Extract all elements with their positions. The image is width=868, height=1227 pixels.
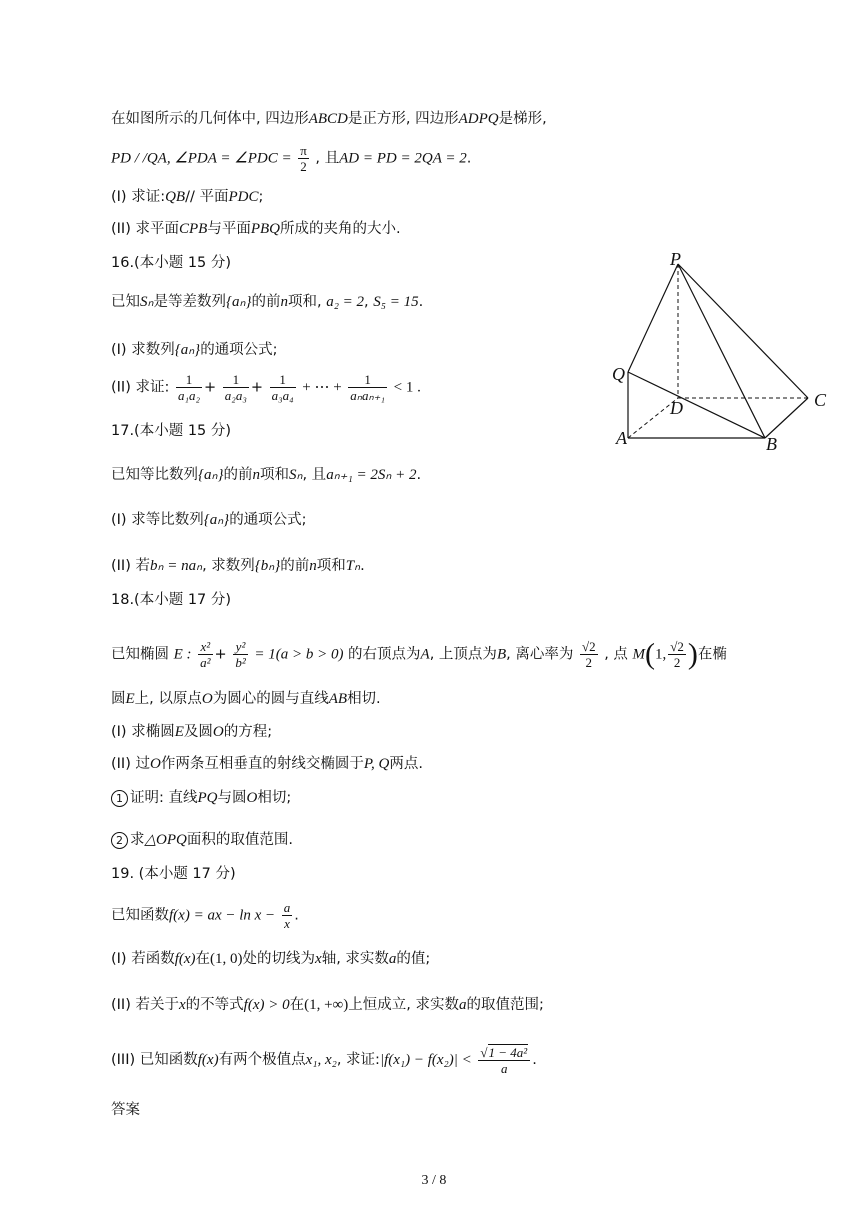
label-Q: Q <box>612 364 625 384</box>
pyramid-figure <box>600 248 840 458</box>
label-P: P <box>670 249 681 269</box>
label-B: B <box>766 434 777 454</box>
edge-PQ <box>628 264 678 372</box>
label-A: A <box>616 428 627 448</box>
p16-stem: 已知Sₙ是等差数列{aₙ}的前n项和, a₂ = 2, S₅ = 15. <box>111 294 424 310</box>
edge-PB <box>678 264 765 438</box>
page-number: 3 / 8 <box>421 1173 447 1188</box>
edge-PC <box>678 264 808 398</box>
p15-question-1: (I) 求证:QB// 平面PDC; <box>111 189 264 205</box>
p15-question-2: (II) 求平面CPB与平面PBQ所成的夹角的大小. <box>111 221 401 237</box>
p19-question-2: (II) 若关于x的不等式f(x) > 0在(1, +∞)上恒成立, 求实数a的取值范围; <box>111 997 544 1013</box>
p18-question-2: (II) 过O作两条互相垂直的射线交椭圆于P, Q两点. <box>111 756 423 772</box>
p19-question-1: (I) 若函数f(x)在(1, 0)处的切线为x轴, 求实数a的值; <box>111 951 431 967</box>
p16-heading: 16.(本小题 15 分) <box>111 255 232 271</box>
p18-stem-line1: 已知椭圆 E : $\frac{\text{x²}}{\text{a²}}$ + $\frac{\text{y²}}{\text{b²}}$ = 1(a > b > 0) 的右顶点为A, 上顶点为B, 离心率为 $\frac{√2}{2}$ , 点 M(1, $\frac{√2}{2}$ )在椭 <box>111 637 727 671</box>
p15-stem-line2: PD / /QA, ∠PDA = ∠PDC = $\frac{\pi}{2}$ , 且AD = PD = 2QA = 2. <box>111 143 472 174</box>
label-D: D <box>670 398 683 418</box>
p17-heading: 17.(本小题 15 分) <box>111 423 232 439</box>
p17-stem: 已知等比数列{aₙ}的前n项和Sₙ, 且aₙ₊₁ = 2Sₙ + 2. <box>111 467 422 483</box>
p15-stem-line1: 在如图所示的几何体中, 四边形ABCD是正方形, 四边形ADPQ是梯形, <box>111 111 547 127</box>
p16-question-1: (I) 求数列{aₙ}的通项公式; <box>111 342 278 358</box>
label-C: C <box>814 390 827 410</box>
p18-subquestion-1: 1 证明: 直线PQ与圆O相切; <box>111 788 291 808</box>
edge-BC <box>765 398 808 438</box>
p17-question-2: (II) 若bₙ = naₙ, 求数列{bₙ}的前n项和Tₙ. <box>111 558 365 574</box>
answer-heading: 答案 <box>111 1102 140 1118</box>
p17-question-1: (I) 求等比数列{aₙ}的通项公式; <box>111 512 307 528</box>
p19-stem: 已知函数f(x) = ax − ln x − $\frac{a}{x}$ . <box>111 900 299 931</box>
p19-question-3: (III) 已知函数f(x)有两个极值点x₁, x₂, 求证:|f(x₁) − f(x₂)| < $\frac{\text{√1 − 4a²}}{a}$ . <box>111 1045 537 1076</box>
p18-stem-line2: 圆E上, 以原点O为圆心的圆与直线AB相切. <box>111 691 381 707</box>
p19-heading: 19. (本小题 17 分) <box>111 866 236 882</box>
p18-question-1: (I) 求椭圆E及圆O的方程; <box>111 724 273 740</box>
circled-number-2: 2 <box>111 832 128 849</box>
edge-QB <box>628 372 765 438</box>
p18-subquestion-2: 2 求△OPQ面积的取值范围. <box>111 830 293 850</box>
circled-number-1: 1 <box>111 790 128 807</box>
p18-heading: 18.(本小题 17 分) <box>111 592 232 608</box>
p16-question-2: (II) 求证: $\frac{1}{\text{a₁a₂}}$ + $\frac{1}{\text{a₂a₃}}$ + $\frac{1}{\text{a₃a₄}}$ + ⋯ + $\frac{1}{\text{aₙaₙ₊₁}}$ < 1 . <box>111 372 421 403</box>
